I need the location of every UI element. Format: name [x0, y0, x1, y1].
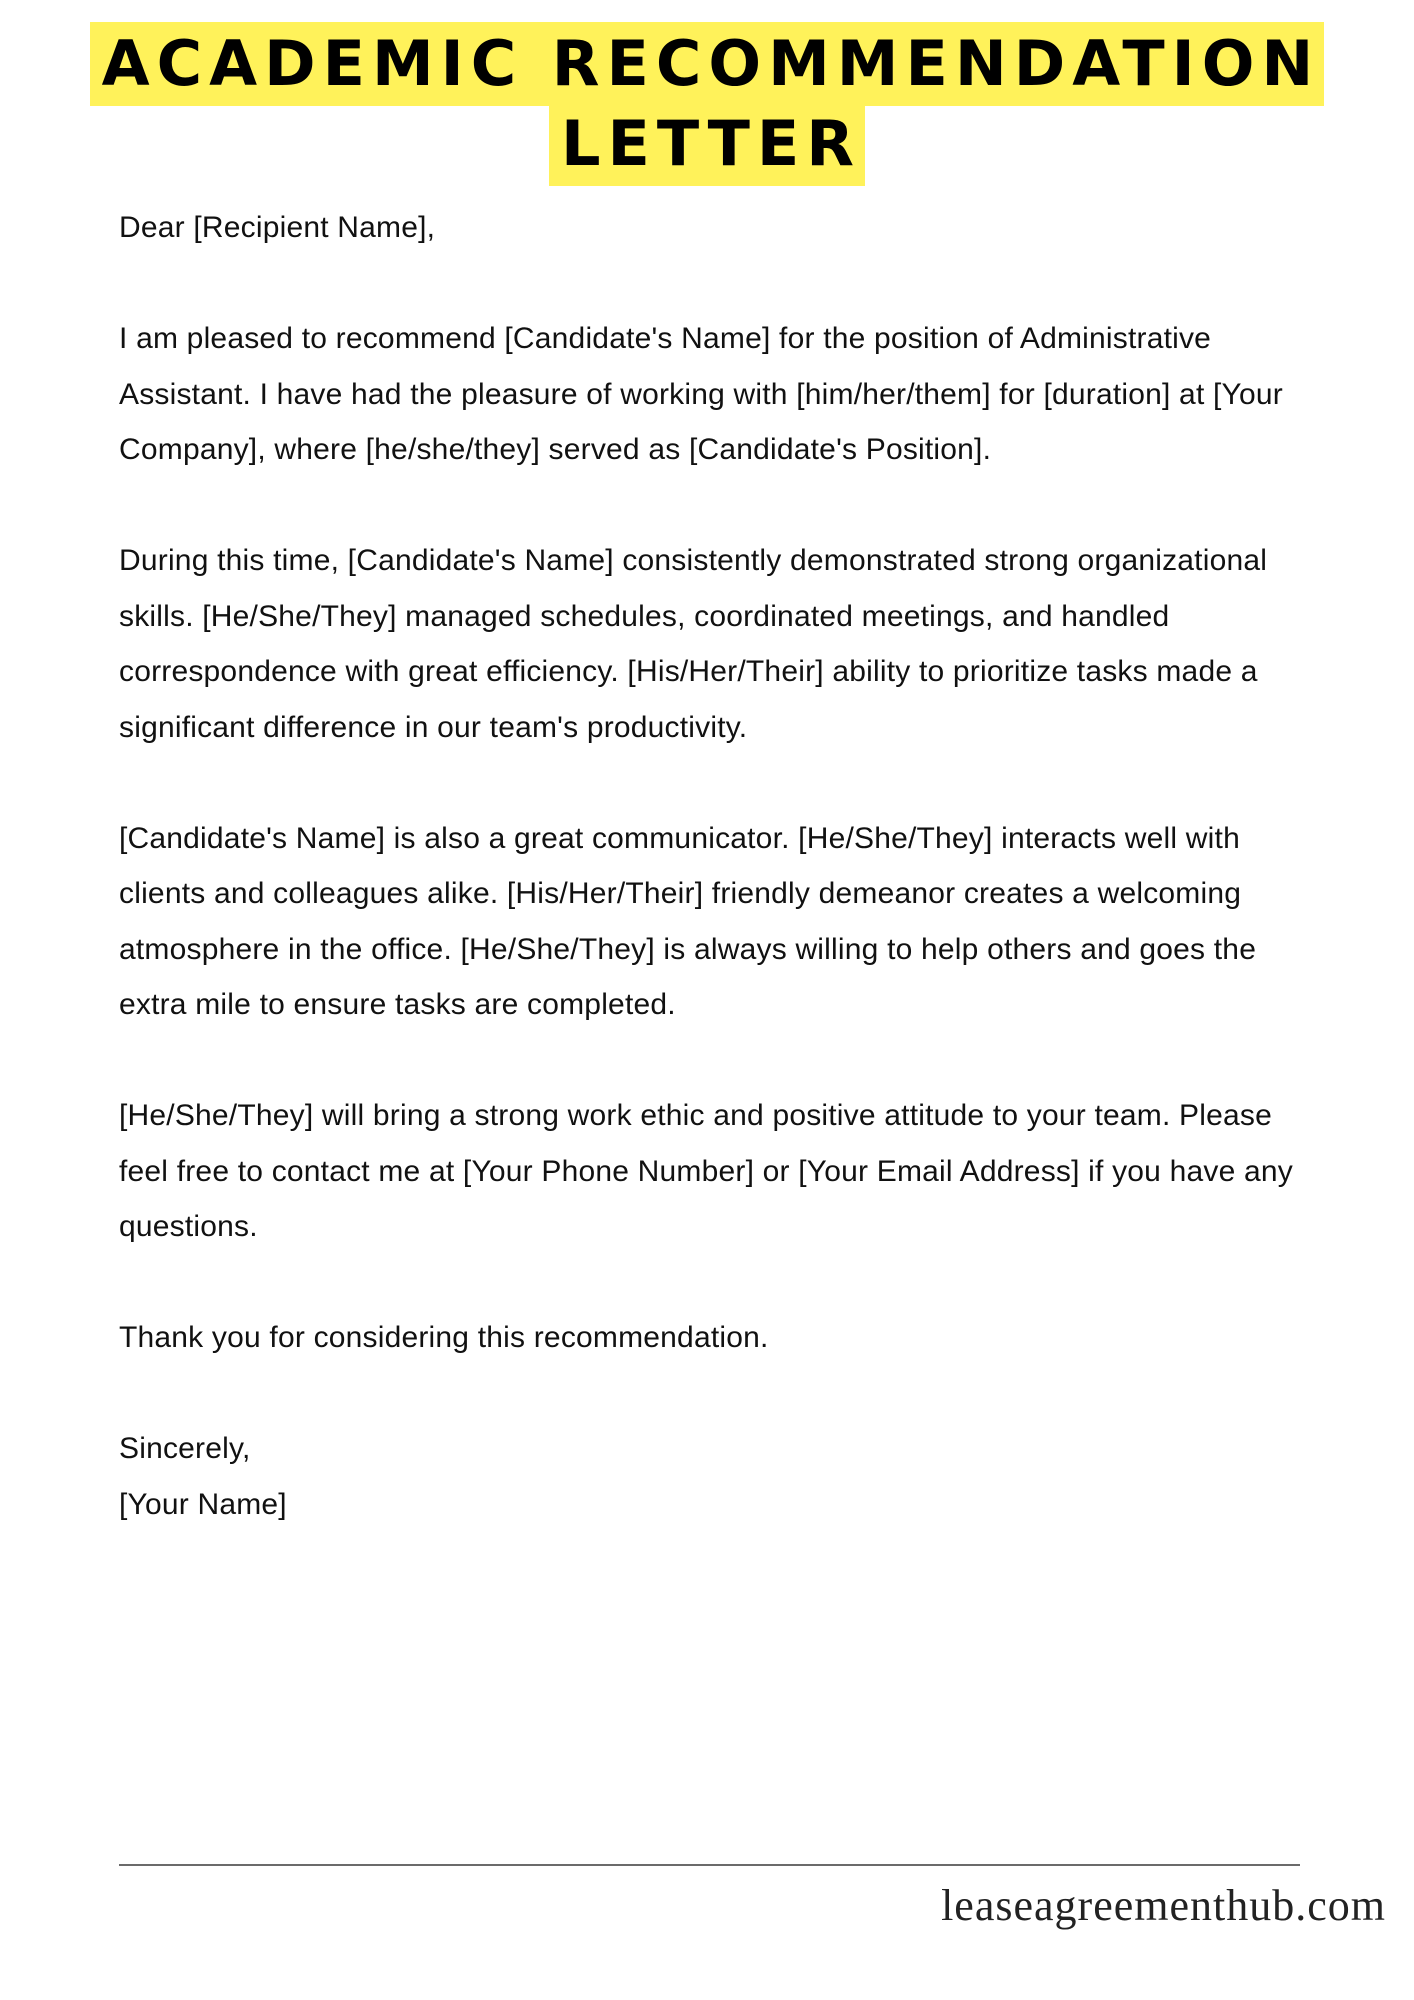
signature-name: [Your Name] — [119, 1487, 287, 1521]
paragraph-thanks: Thank you for considering this recommendation. — [119, 1321, 769, 1354]
closing — [119, 1421, 1319, 1532]
footer-website: leaseagreementhub.com — [941, 1881, 1386, 1930]
paragraph-intro: I am pleased to recommend [Candidate's Name] for the position of Administrative Assistant. I have had the pleasure of working with [him/her/them] for [duration] at [Your Company], where [he/she/they] served as [Candidate's Position]. — [119, 322, 1283, 466]
closing-phrase: Sincerely, — [119, 1432, 251, 1465]
letter-body — [119, 200, 1319, 1532]
footer-divider — [119, 1864, 1300, 1866]
paragraph-communication: [Candidate's Name] is also a great communicator. [He/She/They] interacts well with clients and colleagues alike. [His/Her/Their] friendly demeanor creates a welcoming atmosphere in the office. [He/She/They] is always willing to help others and goes the extra mile to ensure tasks are completed. — [119, 821, 1257, 1021]
document-title — [0, 22, 1414, 186]
title-line-1: ACADEMIC RECOMMENDATION — [90, 22, 1325, 106]
paragraph-skills: During this time, [Candidate's Name] consistently demonstrated strong organizational skills. [He/She/They] managed schedules, coordinated meetings, and handled correspondence with great efficiency. [His/Her/Their] ability to prioritize tasks made a significant difference in our team's productivity. — [119, 544, 1268, 744]
paragraph-contact: [He/She/They] will bring a strong work ethic and positive attitude to your team. Please feel free to contact me at [Your Phone Number] or [Your Email Address] if you have any questions. — [119, 1099, 1293, 1243]
salutation: Dear [Recipient Name], — [119, 211, 436, 244]
title-line-2: LETTER — [549, 102, 865, 186]
